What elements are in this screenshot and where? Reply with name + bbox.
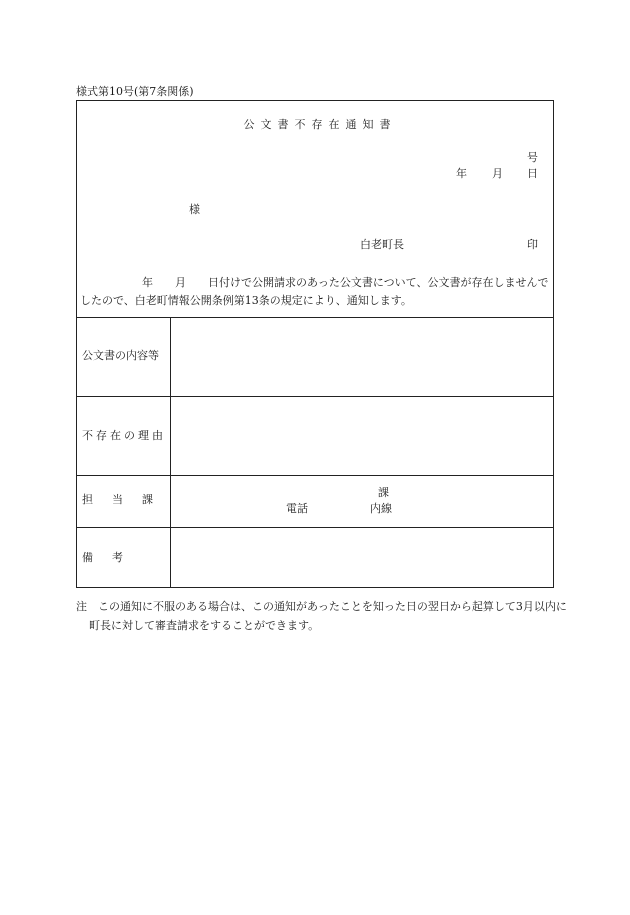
issuer-name: 白老町長 (360, 238, 404, 251)
reason-label: 不存在の理由 (82, 429, 166, 442)
date-month: 月 (492, 167, 503, 180)
department-suffix: 課 (378, 486, 389, 499)
recipient-suffix: 様 (189, 203, 200, 216)
department-label: 担 当 課 (82, 493, 157, 506)
document-title: 公文書不存在通知書 (243, 118, 397, 131)
phone-label: 電話 (286, 502, 308, 515)
seal-mark: 印 (527, 238, 538, 251)
divider (76, 317, 554, 318)
divider (76, 396, 554, 397)
content-label: 公文書の内容等 (82, 349, 159, 362)
remarks-label: 備 考 (82, 551, 127, 564)
extension-label: 内線 (370, 502, 392, 515)
divider (76, 527, 554, 528)
footnote: 注 この通知に不服のある場合は、この通知があったことを知った日の翌日から起算して3月以内に町長に対して審査請求をすることができます。 (76, 600, 567, 632)
date-year: 年 (456, 167, 467, 180)
form-number-label: 様式第10号(第7条関係) (76, 85, 194, 98)
divider (76, 475, 554, 476)
notice-form-frame (76, 100, 554, 588)
date-day: 日 (527, 167, 538, 180)
document-number-label: 号 (527, 151, 538, 164)
label-column-divider (170, 317, 171, 588)
notice-body: 年 月 日付けで公開請求のあった公文書について、公文書が存在しませんでしたので、白老町情報公開条例第13条の規定により、通知します。 (80, 276, 549, 307)
